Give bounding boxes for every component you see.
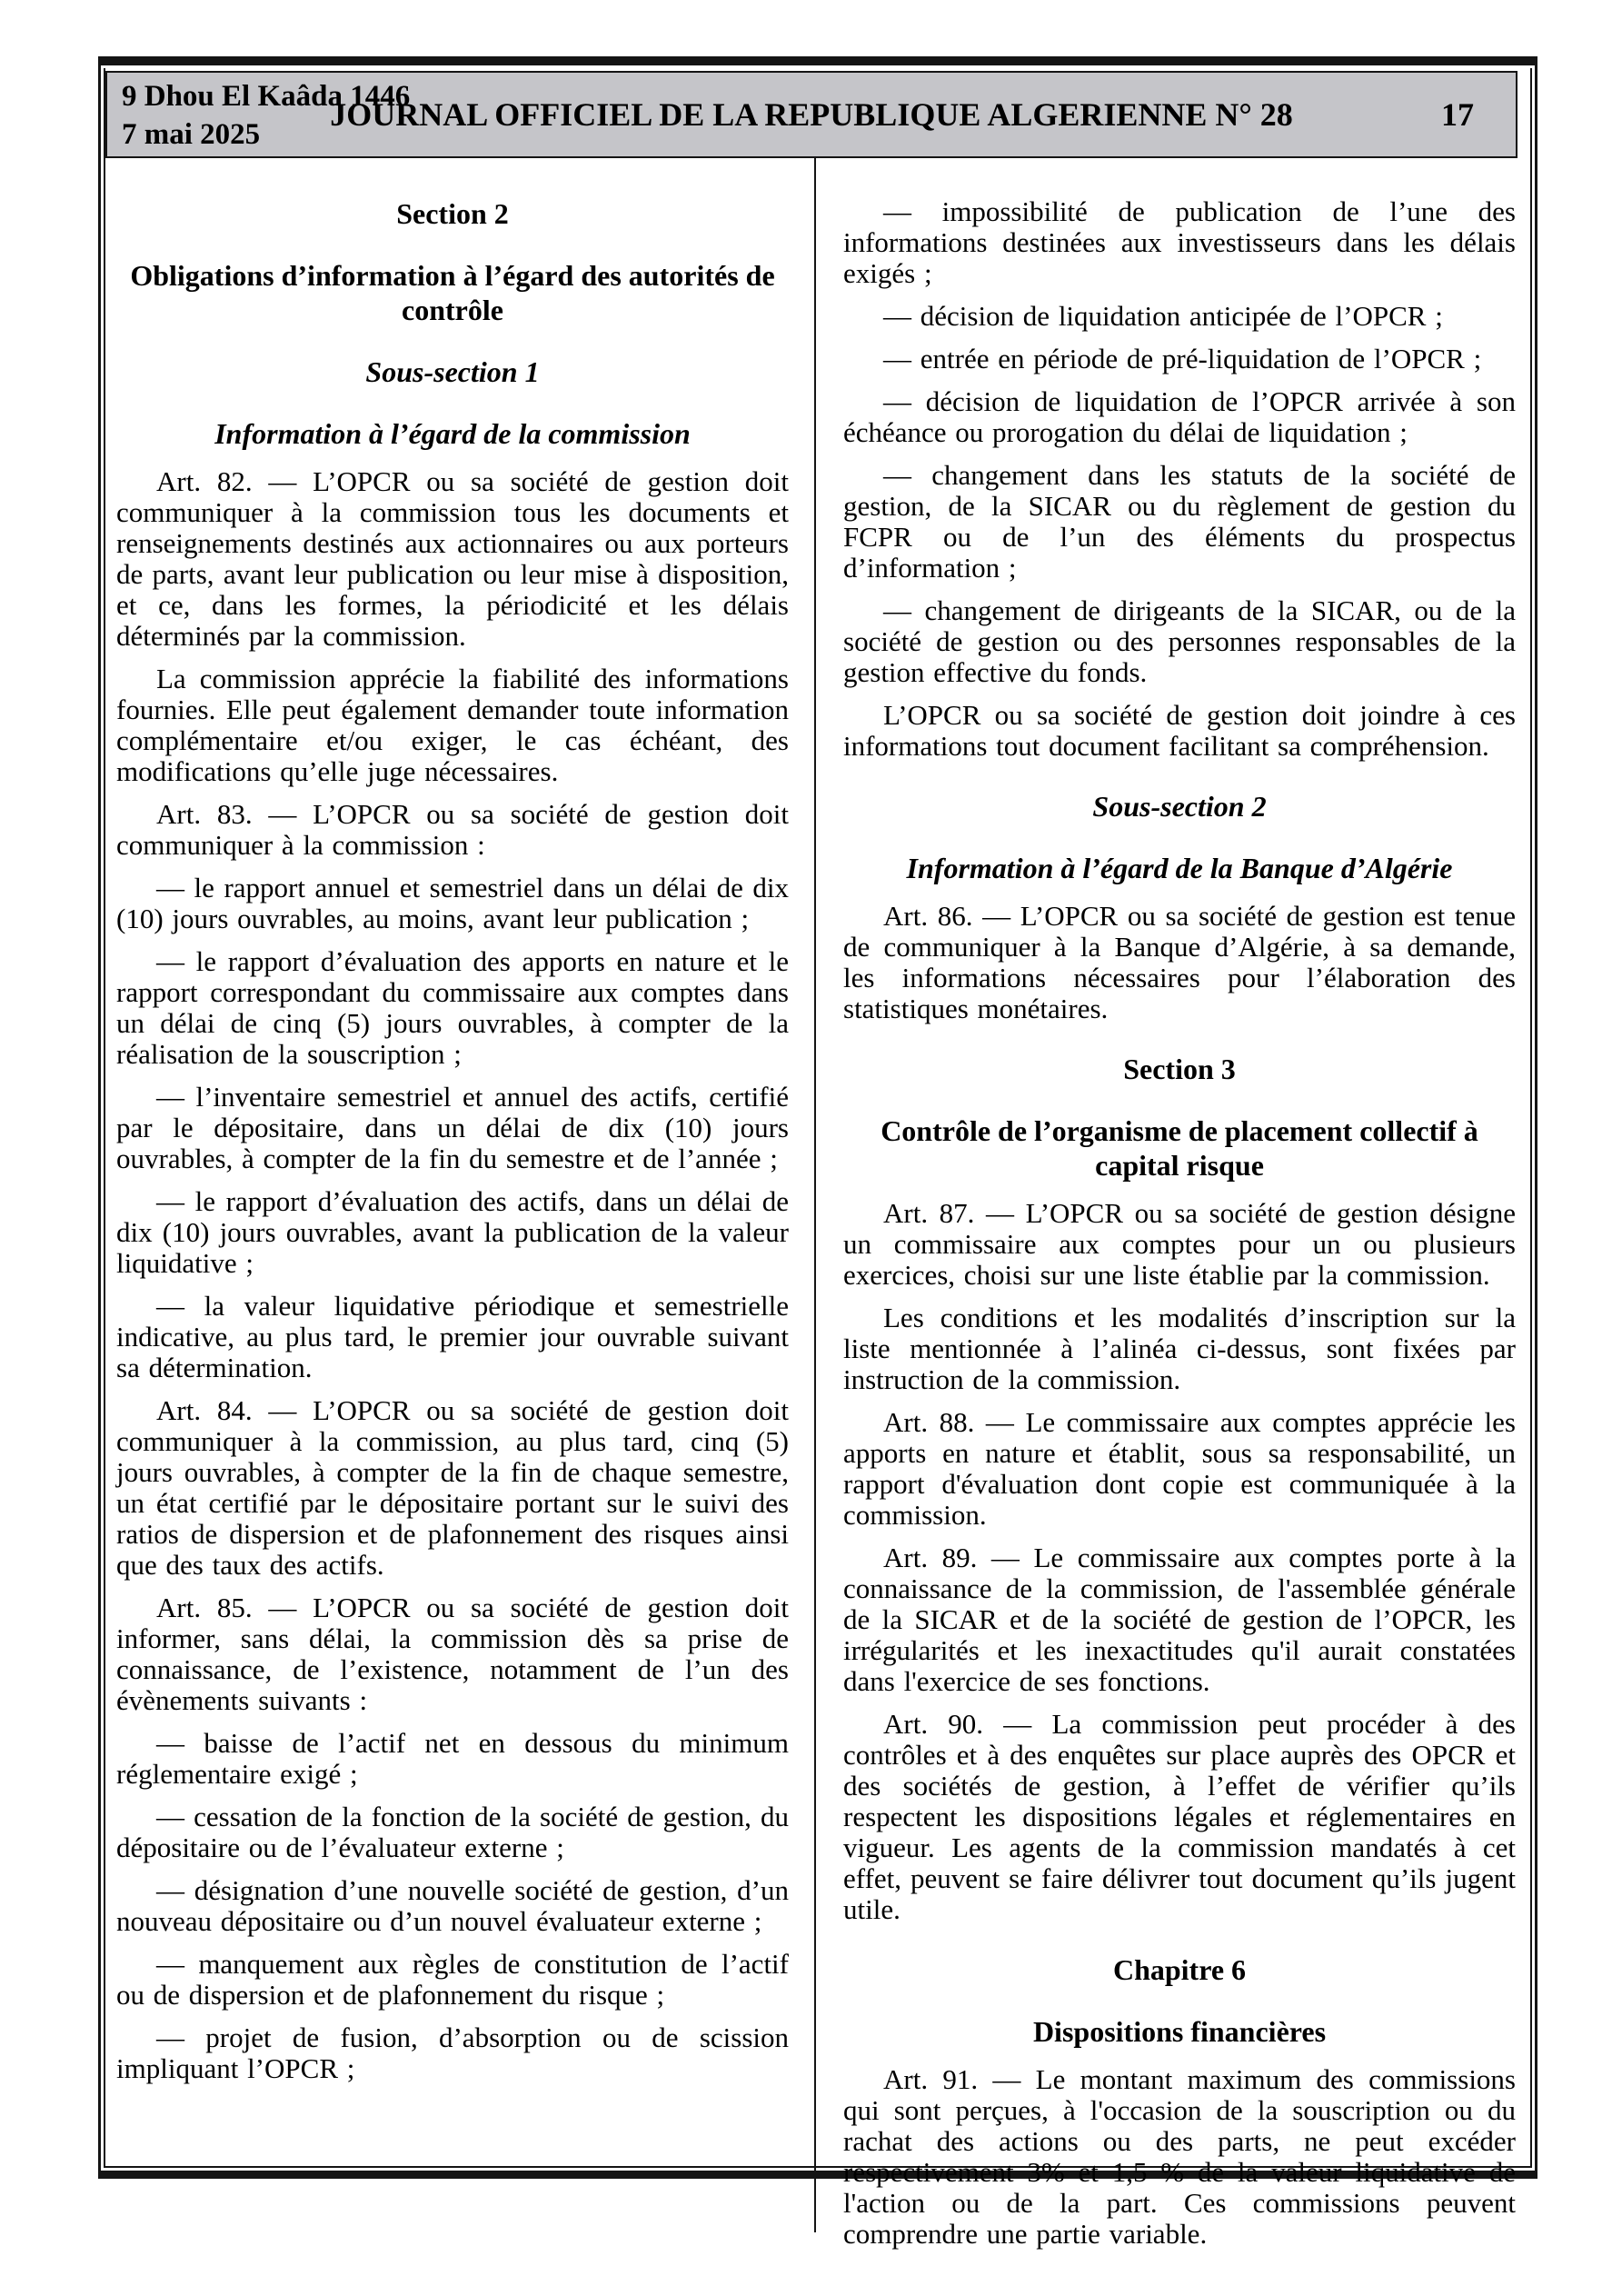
list-item: — projet de fusion, d’absorption ou de scission impliquant l’OPCR ;: [116, 2021, 789, 2084]
list-item: — baisse de l’actif net en dessous du minimum réglementaire exigé ;: [116, 1727, 789, 1790]
paragraph: Art. 82. — L’OPCR ou sa société de gestion doit communiquer à la commission tous les documents et renseignements destinés aux actionnaires ou aux porteurs de parts, avant leur publication ou leur mise à disposition, et ce, dans les formes, la périodicité et les délais déterminés par la commission.: [116, 465, 789, 652]
list-item: — le rapport annuel et semestriel dans un délai de dix (10) jours ouvrables, au moins, avant leur publication ;: [116, 872, 789, 934]
paragraph: Art. 84. — L’OPCR ou sa société de gestion doit communiquer à la commission, au plus tard, cinq (5) jours ouvrables, à compter de la fin de chaque semestre, un état certifié par le dépositaire portant sur le suivi des ratios de dispersion et de plafonnement des risques ainsi que des taux des actifs.: [116, 1394, 789, 1581]
document-body: [105, 158, 1530, 2261]
page-frame: [98, 56, 1537, 2250]
paragraph: Art. 86. — L’OPCR ou sa société de gestion est tenue de communiquer à la Banque d’Algérie, à sa demande, les informations nécessaires pour l’élaboration des statistiques monétaires.: [843, 900, 1516, 1024]
paragraph: Les conditions et les modalités d’inscription sur la liste mentionnée à l’alinéa ci-dessus, sont fixées par instruction de la commission.: [843, 1302, 1516, 1395]
journal-title: JOURNAL OFFICIEL DE LA REPUBLIQUE ALGERIENNE N° 28: [330, 96, 1293, 133]
section-heading: Chapitre 6: [1112, 1953, 1247, 1986]
list-item: — le rapport d’évaluation des apports en nature et le rapport correspondant du commissaire aux comptes dans un délai de cinq (5) jours ouvrables, à compter de la réalisation de la souscription ;: [116, 945, 789, 1070]
paragraph: Art. 83. — L’OPCR ou sa société de gestion doit communiquer à la commission :: [116, 798, 789, 861]
header-dates: [122, 77, 410, 154]
section-heading: Section 2: [396, 197, 509, 230]
list-item: — changement dans les statuts de la société de gestion, de la SICAR ou du règlement de gestion du FCPR ou de l’un des éléments du prospectus d’information ;: [843, 459, 1516, 584]
paragraph: La commission apprécie la fiabilité des informations fournies. Elle peut également demander toute information complémentaire et/ou exiger, le cas échéant, des modifications qu’elle juge nécessaires.: [116, 663, 789, 787]
header-date-hijri: 9 Dhou El Kaâda 1446: [122, 80, 411, 113]
paragraph: Art. 85. — L’OPCR ou sa société de gestion doit informer, sans délai, la commission dès sa prise de connaissance, de l’existence, notamment de l’un des évènements suivants :: [116, 1592, 789, 1716]
paragraph: Art. 88. — Le commissaire aux comptes apprécie les apports en nature et établit, sous sa responsabilité, un rapport d'évaluation dont copie est communiquée à la commission.: [843, 1406, 1516, 1531]
paragraph: Art. 90. — La commission peut procéder à des contrôles et à des enquêtes sur place auprès des OPCR et des sociétés de gestion, à l’effet de vérifier qu’ils respectent les dispositions légales et réglementaires en vigueur. Les agents de la commission mandatés à cet effet, peuvent se faire délivrer tout document qu’ils jugent utile.: [843, 1708, 1516, 1925]
header-band: [105, 71, 1518, 158]
paragraph: Art. 87. — L’OPCR ou sa société de gestion désigne un commissaire aux comptes pour un ou plusieurs exercices, choisi sur une liste établie par la commission.: [843, 1197, 1516, 1291]
subsection-heading: Information à l’égard de la commission: [214, 417, 691, 450]
list-item: — désignation d’une nouvelle société de gestion, d’un nouveau dépositaire ou d’un nouvel évaluateur externe ;: [116, 1874, 789, 1937]
column-right: [843, 158, 1516, 2261]
page-number: 17: [1441, 96, 1474, 133]
column-divider: [814, 158, 816, 2232]
subsection-heading: Information à l’égard de la Banque d’Algérie: [906, 852, 1453, 884]
section-heading: Section 3: [1123, 1053, 1236, 1085]
list-item: — impossibilité de publication de l’une des informations destinées aux investisseurs dans les délais exigés ;: [843, 195, 1516, 289]
list-item: — l’inventaire semestriel et annuel des actifs, certifié par le dépositaire, dans un délai de dix (10) jours ouvrables, à compter de la fin du semestre et de l’année ;: [116, 1081, 789, 1174]
list-item: — le rapport d’évaluation des actifs, dans un délai de dix (10) jours ouvrables, avant la publication de la valeur liquidative ;: [116, 1185, 789, 1279]
paragraph: Art. 89. — Le commissaire aux comptes porte à la connaissance de la commission, de l'assemblée générale de la SICAR et de la société de gestion de l’OPCR, les irrégularités et les inexactitudes qu'il aurait constatées dans l'exercice de ses fonctions.: [843, 1542, 1516, 1697]
list-item: — changement de dirigeants de la SICAR, ou de la société de gestion ou des personnes responsables de la gestion effective du fonds.: [843, 594, 1516, 688]
header-date-gregorian: 7 mai 2025: [122, 118, 261, 151]
paragraph: Art. 91. — Le montant maximum des commissions qui sont perçues, à l'occasion de la souscription ou du rachat des actions ou des parts, ne peut excéder respectivement 3% et 1,5 % de la valeur liquidative de l'action ou de la part. Ces commissions peuvent comprendre une partie variable.: [843, 2063, 1516, 2250]
subsection-heading: Sous-section 1: [365, 355, 540, 388]
list-item: — entrée en période de pré-liquidation de l’OPCR ;: [883, 343, 1482, 374]
section-heading: Obligations d’information à l’égard des autorités de contrôle: [130, 259, 775, 326]
page-frame-inner: [104, 68, 1532, 2250]
list-item: — décision de liquidation anticipée de l’OPCR ;: [883, 300, 1443, 332]
list-item: — décision de liquidation de l’OPCR arrivée à son échéance ou prorogation du délai de liquidation ;: [843, 385, 1516, 448]
list-item: — cessation de la fonction de la société de gestion, du dépositaire ou de l’évaluateur externe ;: [116, 1801, 789, 1863]
paragraph: L’OPCR ou sa société de gestion doit joindre à ces informations tout document facilitant sa compréhension.: [843, 699, 1516, 762]
subsection-heading: Sous-section 2: [1092, 790, 1267, 823]
section-heading: Dispositions financières: [1032, 2015, 1327, 2048]
list-item: — la valeur liquidative périodique et semestrielle indicative, au plus tard, le premier jour ouvrable suivant sa détermination.: [116, 1290, 789, 1383]
list-item: — manquement aux règles de constitution de l’actif ou de dispersion et de plafonnement du risque ;: [116, 1948, 789, 2011]
section-heading: Contrôle de l’organisme de placement collectif à capital risque: [881, 1114, 1478, 1182]
column-left: [116, 158, 789, 2261]
